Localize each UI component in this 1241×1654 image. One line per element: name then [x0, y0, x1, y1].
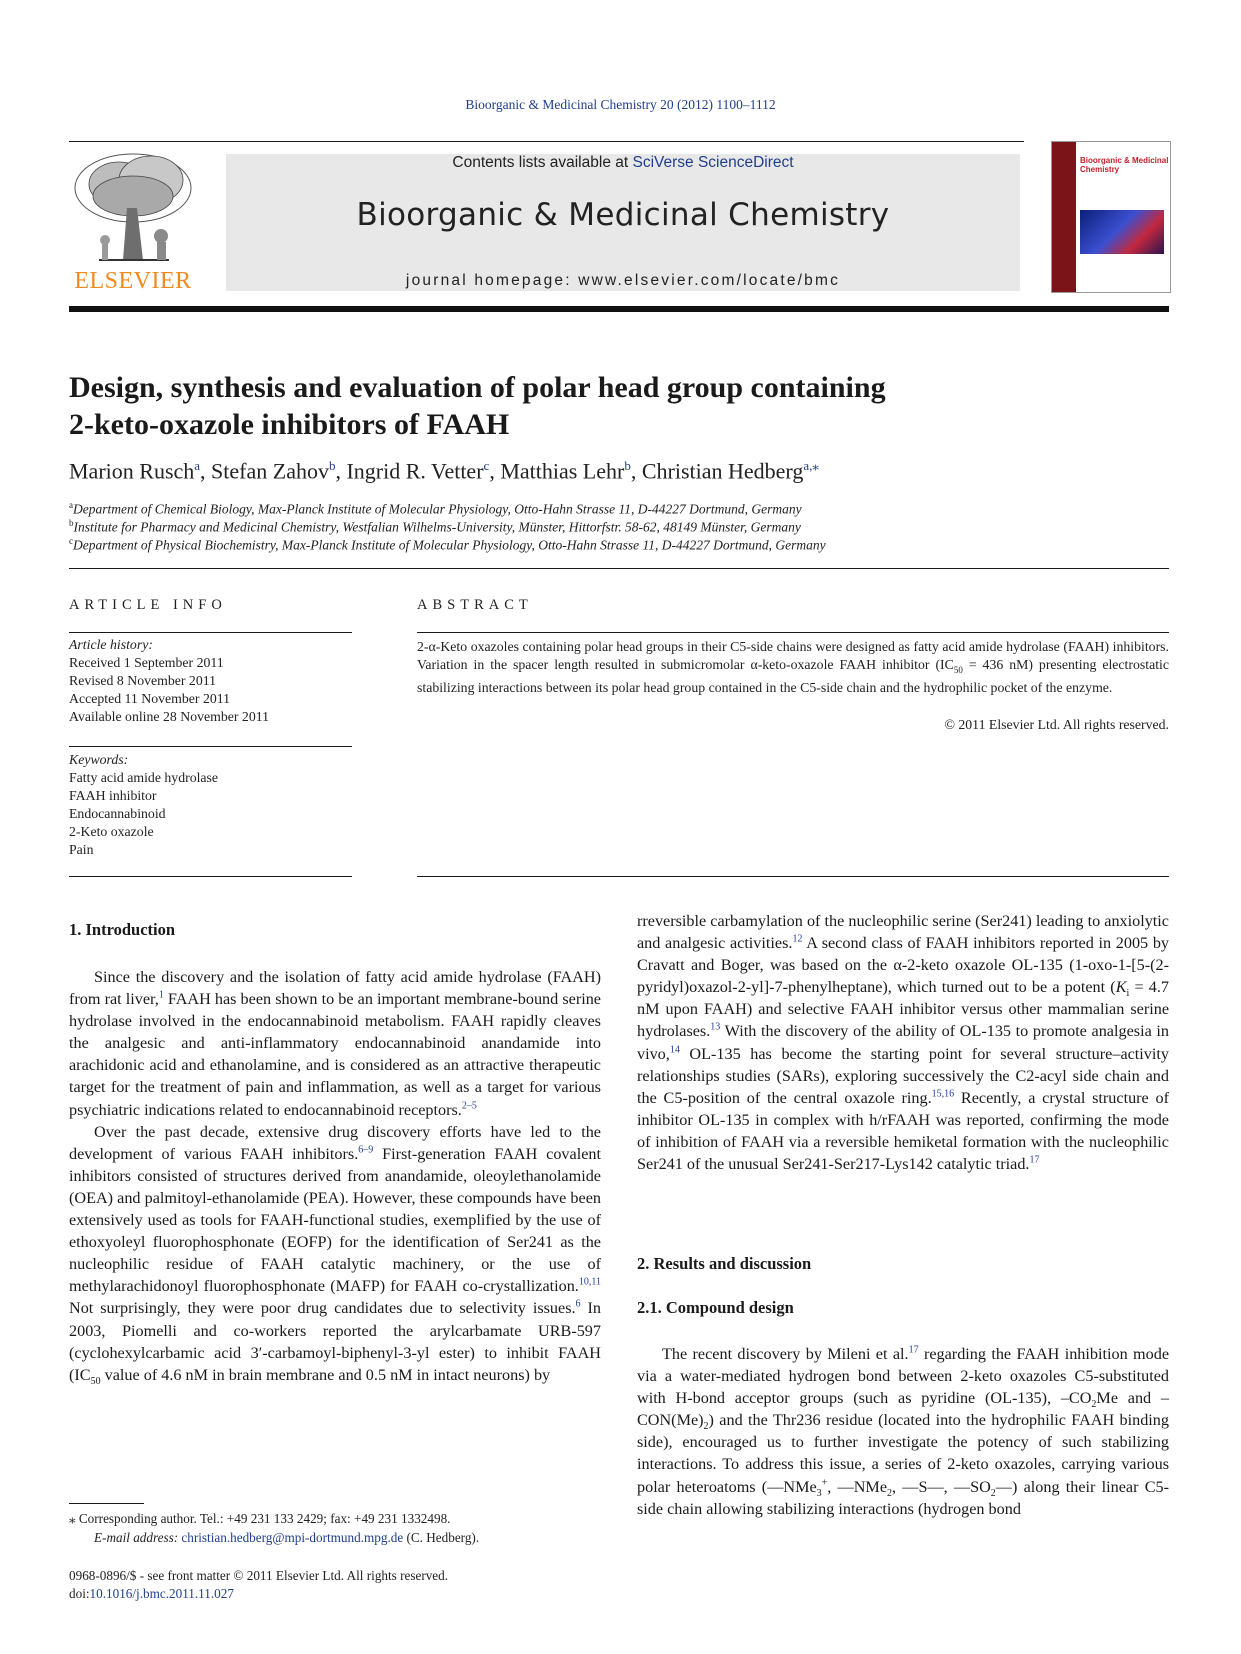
- journal-homepage-link[interactable]: journal homepage: www.elsevier.com/locate/bmc: [405, 272, 841, 289]
- email-suffix: (C. Hedberg).: [403, 1530, 480, 1545]
- citation-link[interactable]: 6–9: [358, 1144, 374, 1156]
- cover-image: [1080, 210, 1164, 254]
- sciencedirect-link[interactable]: SciVerse ScienceDirect: [632, 154, 794, 171]
- keywords-rule: [69, 746, 352, 747]
- issn-line: 0968-0896/$ - see front matter © 2011 Elsevier Ltd. All rights reserved.: [69, 1568, 449, 1583]
- publisher-wordmark: ELSEVIER: [74, 268, 192, 294]
- email-link[interactable]: christian.hedberg@mpi-dortmund.mpg.de: [181, 1530, 404, 1545]
- citation-link[interactable]: 12: [792, 933, 803, 945]
- citation-link[interactable]: 6: [575, 1299, 581, 1311]
- email-label: E-mail address:: [94, 1530, 182, 1545]
- history-online: Available online 28 November 2011: [69, 709, 270, 724]
- affiliation-text: Department of Chemical Biology, Max-Planck Institute of Molecular Physiology, Otto-Hahn Strasse 11, D-44227 Dortmund, Germany: [73, 501, 802, 517]
- citation-link[interactable]: 1: [158, 989, 164, 1001]
- corresponding-author-footnote: [69, 1509, 629, 1547]
- section-heading-introduction: 1. Introduction: [69, 920, 176, 939]
- doi-link[interactable]: 10.1016/j.bmc.2011.11.027: [89, 1586, 234, 1601]
- affiliation-a: [69, 500, 802, 518]
- author-affiliation-mark[interactable]: c: [483, 458, 490, 473]
- body-column-right: [637, 910, 1169, 1175]
- journal-cover-thumbnail[interactable]: [1051, 141, 1171, 293]
- header-thick-rule: [69, 306, 1169, 312]
- journal-reference[interactable]: Bioorganic & Medicinal Chemistry 20 (2012) 1100–1112: [465, 97, 776, 112]
- tree-icon: [69, 150, 197, 268]
- history-revised: Revised 8 November 2011: [69, 673, 217, 688]
- citation-link[interactable]: 10,11: [578, 1276, 601, 1288]
- affiliations-rule: [69, 568, 1169, 569]
- history-label: Article history:: [69, 637, 153, 652]
- paragraph: Since the discovery and the isolation of fatty acid amide hydrolase (FAAH) from rat liver,$^1$ FAAH has been shown to be an important membrane-bound serine hydrolase involved in the endocannabinoid metabolism. FAAH rapidly cleaves the analgesic and anti-inflammatory endocannabinoid anandamide into arachidonic acid and ethanolamine, and is considered as an attractive therapeutic target for the treatment of pain and inflammation, as well as a target for various psychiatric indications related to endocannabinoid receptors.$^{2-5}$: [69, 968, 601, 1119]
- footnote-star: ⁎: [69, 1511, 76, 1526]
- paragraph: rreversible carbamylation of the nucleophilic serine (Ser241) leading to anxiolytic and analgesic activities.$^{12}$ A second class of FAAH inhibitors reported in 2005 by Cravatt and Boger, was based on the α-2-keto oxazole OL-135 (1-oxo-1-[5-(2-pyridyl)oxazol-2-yl]-7-phenylheptane), which turned out to be a potent ($K_i = 4.7$ nM upon FAAH) and selective FAAH inhibitor versus other mammalian serine hydrolases.$^{13}$ With the discovery of the ability of OL-135 to promote analgesia in vivo,$^{14}$ OL-135 has become the starting point for several structure–activity relationships studies (SARs), exploring successively the C2-acyl side chain and the C5-position of the central oxazole ring.$^{15,16}$ Recently, a crystal structure of inhibitor OL-135 in complex with h/rFAAH was reported, confirming the mode of inhibition of FAAH via a reversible hemiketal formation with the nucleophilic Ser241 of the unusual Ser241-Ser217-Lys142 catalytic triad.$^{17}$: [637, 912, 1170, 1174]
- history-received: Received 1 September 2011: [69, 655, 224, 670]
- bottom-publication-info: [69, 1567, 629, 1603]
- author-list: Marion Rusch$^a$, Stefan Zahov$^b$, Ingrid R. Vetter$^c$, Matthias Lehr$^b$, Christian Hedberg$^{a,⁎}$: [69, 458, 819, 484]
- affiliation-c: [69, 536, 826, 554]
- keywords-label: Keywords:: [69, 752, 129, 767]
- footnote-contact: Corresponding author. Tel.: +49 231 133 2429; fax: +49 231 1332498.: [75, 1511, 451, 1526]
- article-info-bottom-rule: [69, 876, 352, 877]
- history-accepted: Accepted 11 November 2011: [69, 691, 231, 706]
- citation-link[interactable]: 17: [908, 1344, 919, 1356]
- keyword-item: Fatty acid amide hydrolase: [69, 770, 219, 785]
- author-name[interactable]: Marion Rusch: [69, 458, 195, 484]
- keyword-item: Pain: [69, 842, 94, 857]
- article-title-line-2: 2-keto-oxazole inhibitors of FAAH: [69, 408, 510, 441]
- author-name[interactable]: Ingrid R. Vetter: [346, 458, 484, 484]
- footnote-rule: [69, 1503, 144, 1504]
- contents-line: [226, 154, 1020, 172]
- affiliation-mark: a: [69, 500, 73, 510]
- citation-link[interactable]: 15,16: [931, 1088, 955, 1100]
- affiliation-b: [69, 518, 801, 536]
- subsection-heading-compound-design: 2.1. Compound design: [637, 1298, 794, 1317]
- body-column-right-lower: [637, 1343, 1169, 1520]
- affiliation-mark: c: [69, 536, 73, 546]
- abstract-rule: [417, 632, 1169, 633]
- author-name[interactable]: Christian Hedberg: [641, 458, 804, 484]
- body-column-left: [69, 966, 601, 1386]
- abstract-heading: ABSTRACT: [417, 597, 533, 613]
- keyword-item: Endocannabinoid: [69, 806, 166, 821]
- article-info-heading: ARTICLE INFO: [69, 597, 227, 613]
- author-affiliation-mark[interactable]: a: [194, 458, 201, 473]
- abstract-bottom-rule: [417, 876, 1169, 877]
- citation-link[interactable]: 17: [1029, 1154, 1040, 1166]
- paragraph: The recent discovery by Mileni et al.$^{17}$ regarding the FAAH inhibition mode via a water-mediated hydrogen bond between 2-keto oxazoles C5-substituted with H-bond acceptor groups (such as pyridine (OL-135), $-CO_2Me$ and $-CON(Me)_2$) and the Thr236 residue (located into the hydrophilic FAAH binding side), encouraged us to further investigate the potency of such stabilizing interactions. To address this issue, a series of 2-keto oxazoles, carrying various polar heteroatoms (—NMe$_3$+, —NMe$_2$, —S—, $—SO_2—$) along their linear C5-side chain allowing stabilizing interactions (hydrogen bond: [637, 1344, 1170, 1518]
- author-name[interactable]: Stefan Zahov: [211, 458, 329, 484]
- keyword-item: FAAH inhibitor: [69, 788, 157, 803]
- author-affiliation-mark[interactable]: b: [624, 458, 631, 473]
- cover-title: Bioorganic & Medicinal Chemistry: [1080, 156, 1169, 174]
- affiliation-text: Institute for Pharmacy and Medicinal Chemistry, Westfalian Wilhelms-University, Münster, Hittorfstr. 58-62, 48149 Münster, Germany: [73, 519, 801, 535]
- author-affiliation-mark[interactable]: a,⁎: [803, 458, 819, 473]
- author-affiliation-mark[interactable]: b: [328, 458, 336, 473]
- section-heading-results: 2. Results and discussion: [637, 1254, 812, 1273]
- abstract-copyright: © 2011 Elsevier Ltd. All rights reserved.: [944, 717, 1169, 732]
- cover-spine: [1052, 142, 1076, 292]
- doi-label: doi:: [69, 1586, 90, 1601]
- abstract-text: 2-α-Keto oxazoles containing polar head groups in their C5-side chains were designed as fatty acid amide hydrolase (FAAH) inhibitors. Variation in the spacer length resulted in submicromolar α-keto-oxazole FAAH inhibitor ($IC_{50} = 436$ nM) presenting electrostatic stabilizing interactions between its polar head group contained in the C5-side chain and the hydrophilic pocket of the enzyme.: [417, 639, 1169, 695]
- citation-link[interactable]: 13: [710, 1022, 721, 1034]
- article-info-rule: [69, 632, 352, 633]
- citation-link[interactable]: 14: [669, 1044, 680, 1056]
- header-rule: [69, 141, 1024, 142]
- affiliation-text: Department of Physical Biochemistry, Max-Planck Institute of Molecular Physiology, Otto-Hahn Strasse 11, D-44227 Dortmund, Germany: [73, 537, 826, 553]
- citation-link[interactable]: 2–5: [461, 1100, 477, 1112]
- keywords: [69, 751, 352, 859]
- article-title: [69, 369, 1069, 443]
- article-history: [69, 636, 352, 726]
- paragraph: Over the past decade, extensive drug discovery efforts have led to the development of various FAAH inhibitors.$^{6-9}$ First-generation FAAH covalent inhibitors consisted of structures derived from anandamide, oleoylethanolamide (OEA) and palmitoyl-ethanolamide (PEA). However, these compounds have been extensively used as tools for FAAH-functional studies, exemplified by the use of ethoxyoleyl fluorophosphonate (EOFP) for the identification of Ser241 as the nucleophilic residue of FAAH catalytic machinery, or the use of methylarachidonoyl fluorophosphonate (MAFP) for FAAH co-crystallization.$^{10,11}$ Not surprisingly, they were poor drug candidates due to selectivity issues.$^6$ In 2003, Piomelli and co-workers reported the arylcarbamate URB-597 (cyclohexylcarbamic acid 3′-carbamoyl-biphenyl-3-yl ester) to inhibit FAAH ($IC_{50}$ value of 4.6 nM in brain membrane and 0.5 nM in intact neurons) by: [69, 1122, 602, 1387]
- journal-title: Bioorganic & Medicinal Chemistry: [356, 197, 890, 233]
- author-name[interactable]: Matthias Lehr: [500, 458, 625, 484]
- contents-prefix: Contents lists available at: [452, 154, 633, 171]
- affiliation-mark: b: [69, 518, 74, 528]
- article-title-line-1: Design, synthesis and evaluation of polar head group containing: [69, 371, 886, 404]
- keyword-item: 2-Keto oxazole: [69, 824, 154, 839]
